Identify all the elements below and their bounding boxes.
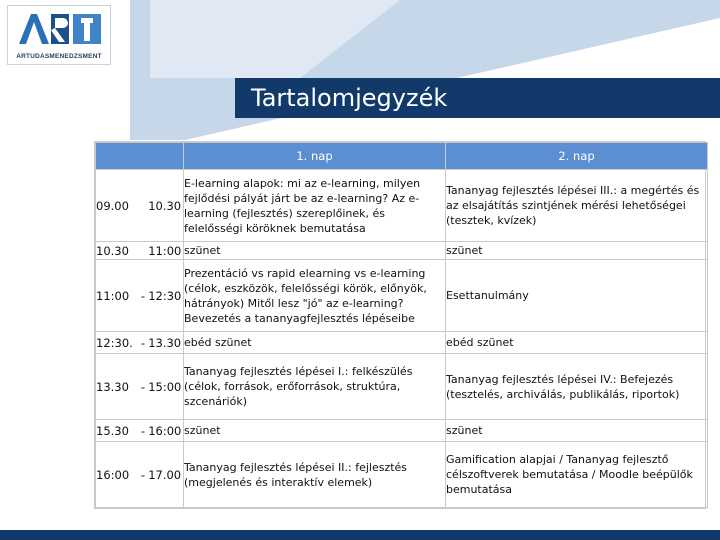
day1-cell: szünet	[184, 242, 446, 260]
day2-cell: Tananyag fejlesztés lépései III.: a megértés és az elsajátítás szintjének mérési lehetőségei (tesztek, kvízek)	[446, 170, 708, 242]
table-row	[96, 260, 708, 332]
day1-cell: ebéd szünet	[184, 332, 446, 354]
day2-cell: Gamification alapjai / Tananyag fejlesztő célszoftverek bemutatása / Moodle beépülők bemutatása	[446, 442, 708, 508]
day1-cell: Tananyag fejlesztés lépései II.: fejlesztés (megjelenés és interaktív elemek)	[184, 442, 446, 508]
start-time: 13.30	[96, 379, 129, 394]
end-time: 10.30	[148, 198, 182, 213]
title-bar	[235, 78, 720, 118]
time-header	[96, 143, 184, 170]
company-logo	[7, 5, 111, 65]
time-cell	[96, 170, 184, 242]
day1-cell: Prezentáció vs rapid elearning vs e-learning (célok, eszközök, felelősségi körök, előnyök, hátrányok) Mitől lesz "jó" az e-learning? Bevezetés a tananyagfejlesztés lépéseibe	[184, 260, 446, 332]
time-separator: -	[140, 467, 146, 482]
end-time: 11:00	[148, 243, 182, 258]
day2-header: 2. nap	[446, 143, 708, 170]
end-time: 16:00	[148, 423, 182, 438]
footer-bar	[0, 530, 720, 540]
end-time: 13.30	[148, 335, 182, 350]
start-time: 16:00	[96, 467, 130, 482]
day1-cell: E-learning alapok: mi az e-learning, milyen fejlődési pályát járt be az e-learning? Az e-learning (fejlesztés) szereplőinek, és felelősségi köröknek bemutatása	[184, 170, 446, 242]
table-row	[96, 332, 708, 354]
table-row	[96, 354, 708, 420]
start-time: 11:00	[96, 288, 130, 303]
logo-tagline: ARTUDASMENEDZSMENT	[16, 53, 102, 60]
end-time: 12:30	[148, 288, 182, 303]
start-time: 09.00	[96, 198, 129, 213]
table-row	[96, 242, 708, 260]
day1-header: 1. nap	[184, 143, 446, 170]
day2-cell: szünet	[446, 420, 708, 442]
time-cell	[96, 242, 184, 260]
time-separator: -	[140, 288, 146, 303]
day2-cell: Esettanulmány	[446, 260, 708, 332]
time-cell	[96, 442, 184, 508]
start-time: 15.30	[96, 423, 129, 438]
time-separator: -	[140, 335, 146, 350]
day1-cell: szünet	[184, 420, 446, 442]
agenda-table-container	[94, 141, 706, 509]
table-header-row	[96, 143, 708, 170]
start-time: 10.30	[96, 243, 129, 258]
time-separator: -	[140, 423, 146, 438]
page-title: Tartalomjegyzék	[251, 84, 448, 112]
start-time: 12:30.	[96, 335, 133, 350]
logo-mark-icon	[15, 12, 105, 46]
agenda-table	[95, 142, 708, 508]
time-cell	[96, 260, 184, 332]
day2-cell: Tananyag fejlesztés lépései IV.: Befejezés (tesztelés, archiválás, publikálás, riportok)	[446, 354, 708, 420]
table-row	[96, 442, 708, 508]
day1-cell: Tananyag fejlesztés lépései I.: felkészülés (célok, források, erőforrások, struktúra, szcenáriók)	[184, 354, 446, 420]
end-time: 15:00	[148, 379, 182, 394]
time-separator: -	[140, 379, 146, 394]
time-cell	[96, 332, 184, 354]
time-cell	[96, 354, 184, 420]
time-cell	[96, 420, 184, 442]
end-time: 17.00	[148, 467, 182, 482]
table-row	[96, 420, 708, 442]
day2-cell: szünet	[446, 242, 708, 260]
table-row	[96, 170, 708, 242]
day2-cell: ebéd szünet	[446, 332, 708, 354]
